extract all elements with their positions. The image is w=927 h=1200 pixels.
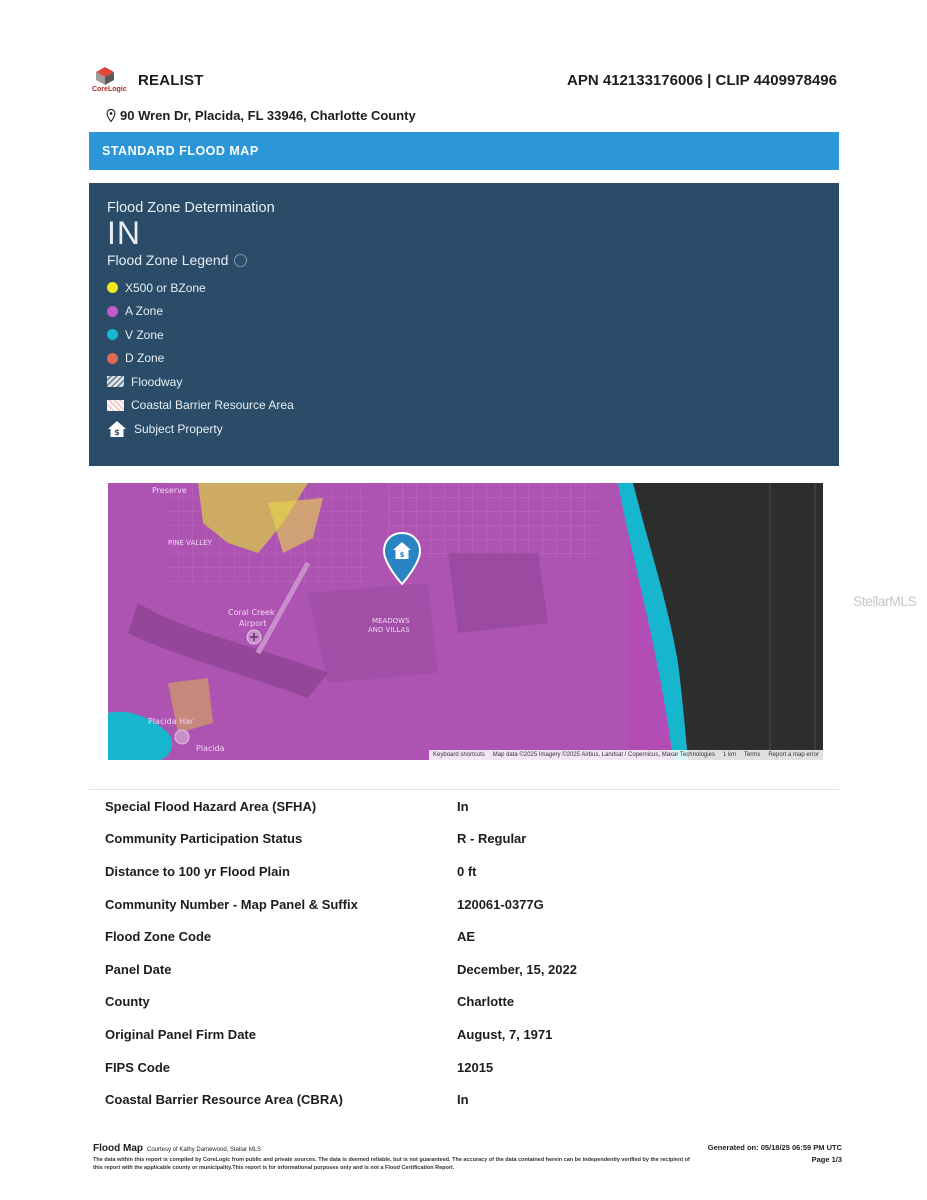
legend-label: Floodway [131, 374, 183, 389]
place-marker-icon[interactable] [175, 730, 189, 744]
map-label-airport: Airport [239, 619, 267, 628]
legend-label: V Zone [125, 327, 164, 342]
flood-zone-panel [89, 183, 839, 466]
map-label-placida-harbor: Placida Har [148, 717, 194, 726]
table-row [89, 1018, 839, 1051]
footer-title-text: Flood Map [93, 1143, 143, 1154]
detail-value: 0 ft [457, 863, 477, 879]
determination-label: Flood Zone Determination [107, 200, 275, 216]
logo-text: CoreLogic [92, 86, 127, 93]
section-title: STANDARD FLOOD MAP [102, 144, 259, 158]
svg-text:$: $ [114, 427, 120, 437]
determination-value: IN [107, 215, 141, 251]
detail-key: County [105, 994, 150, 1010]
legend-item-floodway [107, 370, 839, 394]
detail-key: Distance to 100 yr Flood Plain [105, 863, 290, 879]
table-row [89, 790, 839, 823]
magenta-dot-icon [107, 306, 118, 317]
detail-key: Panel Date [105, 961, 172, 977]
legend-item-cbra [107, 394, 839, 418]
detail-value: 12015 [457, 1059, 494, 1075]
legend-item-d-zone [107, 347, 839, 371]
detail-key: Community Number - Map Panel & Suffix [105, 896, 358, 912]
table-row [89, 855, 839, 888]
map-canvas[interactable] [108, 483, 823, 760]
map-label-pine-valley: PINE VALLEY [168, 539, 212, 547]
legend-title [107, 252, 839, 268]
terms-link[interactable]: Terms [743, 752, 761, 758]
legend-label: Coastal Barrier Resource Area [131, 398, 294, 413]
section-title-bar [89, 132, 839, 170]
address-text: 90 Wren Dr, Placida, FL 33946, Charlotte County [120, 108, 416, 123]
orange-dot-icon [107, 353, 118, 364]
flood-details-table [89, 790, 839, 1116]
page-number: Page 1/3 [811, 1155, 842, 1164]
report-error-link[interactable]: Report a map error [768, 752, 819, 758]
map-data-credit: Map data ©2025 Imagery ©2025 Airbus, Landsat / Copernicus, Maxar Technologies [492, 752, 715, 758]
legend-label: D Zone [125, 351, 165, 366]
yellow-dot-icon [107, 282, 118, 293]
table-row [89, 920, 839, 953]
detail-value: AE [457, 929, 476, 945]
apn-clip: APN 412133176006 | CLIP 4409978496 [567, 72, 837, 89]
table-row [89, 1051, 839, 1084]
cbra-pattern-icon [107, 400, 124, 411]
keyboard-shortcuts-link[interactable]: Keyboard shortcuts [433, 752, 485, 758]
detail-value: August, 7, 1971 [457, 1026, 553, 1042]
footer-disclaimer: The data within this report is compiled by CoreLogic from public and private sources. The data is deemed reliable, but is not guaranteed. The accuracy of the data contained herein can be independently verified by the recipient of this report with the applicable county or municipality.This report is for informational purposes only and is not a Flood Certification Report. [93, 1157, 690, 1171]
detail-value: R - Regular [457, 831, 527, 847]
legend-label: Subject Property [134, 421, 223, 436]
map-label-meadows: MEADOWS [372, 617, 410, 625]
legend-label: A Zone [125, 304, 164, 319]
detail-key: Flood Zone Code [105, 929, 212, 945]
stellar-mls-watermark: StellarMLS [853, 593, 917, 609]
flood-map[interactable] [108, 483, 823, 760]
table-row [89, 888, 839, 921]
legend-item-v-zone [107, 323, 839, 347]
map-label-coral-creek: Coral Creek [228, 608, 275, 617]
detail-key: FIPS Code [105, 1059, 171, 1075]
location-pin-icon [106, 109, 116, 122]
detail-value: December, 15, 2022 [457, 961, 577, 977]
detail-key: Community Participation Status [105, 831, 303, 847]
footer-generated [708, 1142, 842, 1166]
table-row [89, 823, 839, 856]
cyan-dot-icon [107, 329, 118, 340]
scale-bar: 1 km [722, 752, 736, 758]
legend-title-text: Flood Zone Legend [107, 252, 229, 268]
detail-key: Coastal Barrier Resource Area (CBRA) [105, 1092, 343, 1108]
map-label-preserve: Preserve [152, 486, 187, 495]
detail-value: In [457, 798, 469, 814]
generated-timestamp: Generated on: 05/18/25 06:59 PM UTC [707, 1143, 842, 1152]
legend-item-x500 [107, 276, 839, 300]
map-attribution [429, 750, 823, 760]
legend-item-a-zone [107, 300, 839, 324]
map-label-villas: AND VILLAS [368, 626, 410, 634]
footer-title [93, 1143, 261, 1154]
footer-courtesy: Courtesy of Kathy Damewood, Stellar MLS [147, 1147, 262, 1153]
table-row [89, 1083, 839, 1116]
brand-title: REALIST [138, 72, 204, 89]
legend-label: X500 or BZone [125, 280, 206, 295]
detail-key: Special Flood Hazard Area (SFHA) [105, 798, 317, 814]
svg-text:$: $ [399, 551, 405, 559]
legend-item-subject-property [107, 417, 839, 441]
detail-key: Original Panel Firm Date [105, 1026, 256, 1042]
map-label-placida: Placida [196, 744, 225, 753]
table-row [89, 986, 839, 1019]
detail-value: 120061-0377G [457, 896, 544, 912]
detail-value: In [457, 1092, 469, 1108]
floodway-hatch-icon [107, 376, 124, 387]
house-icon [107, 420, 127, 438]
info-icon[interactable] [234, 254, 247, 267]
detail-value: Charlotte [457, 994, 515, 1010]
table-row [89, 953, 839, 986]
property-address [106, 108, 416, 123]
